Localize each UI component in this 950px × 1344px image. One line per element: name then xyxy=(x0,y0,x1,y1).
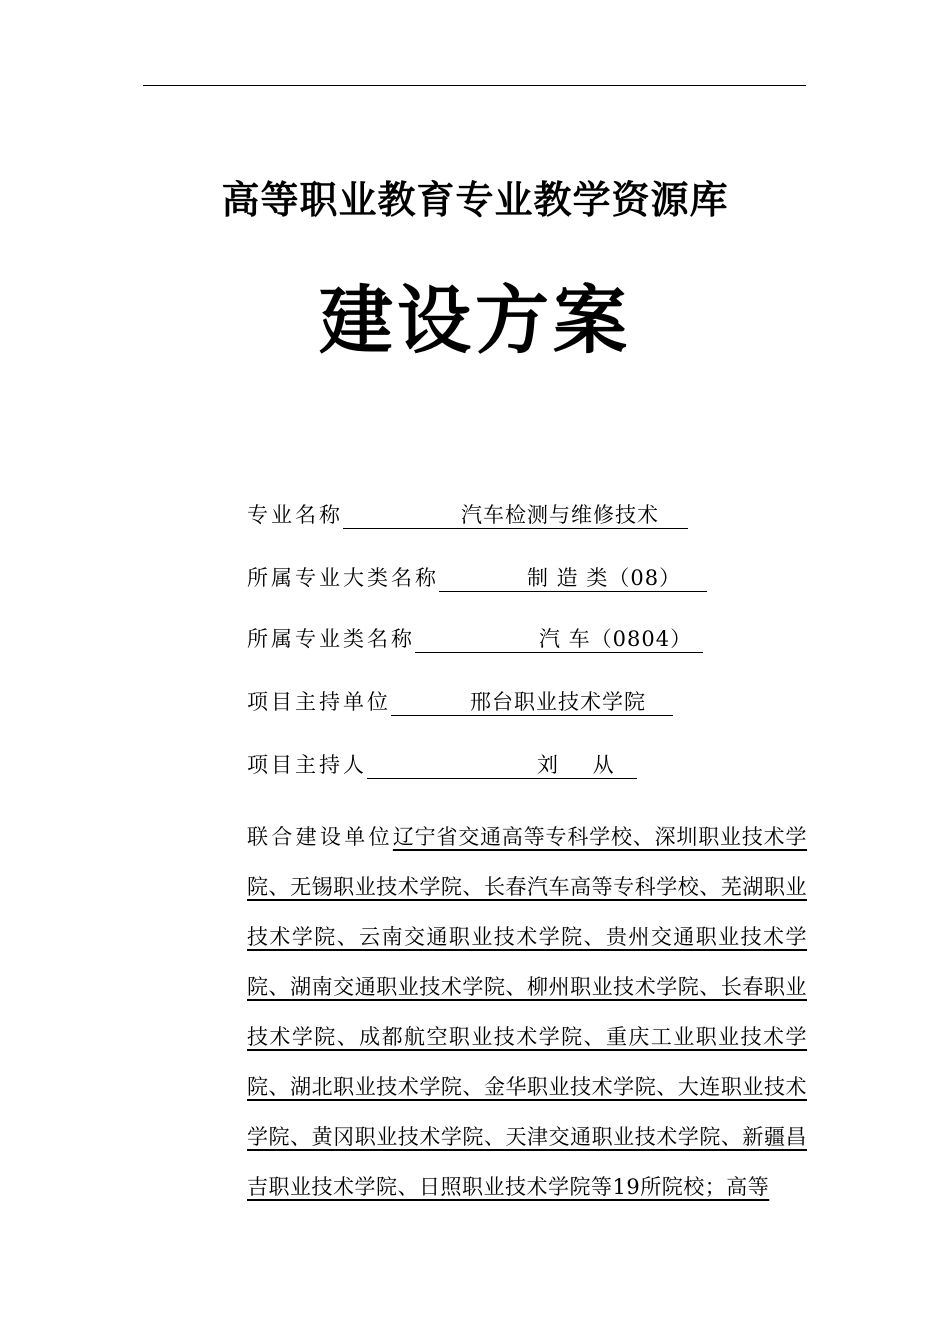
document-subtitle: 建设方案 xyxy=(319,278,631,364)
field-partners xyxy=(247,812,807,1212)
field-host-unit-value: 邢台职业技术学院 xyxy=(391,689,673,716)
field-partners-value: 辽宁省交通高等专科学校、深圳职业技术学院、无锡职业技术学院、长春汽车高等专科学校、芜湖职业技术学院、云南交通职业技术学院、贵州交通职业技术学院、湖南交通职业技术学院、柳州职业技术学院、长春职业技术学院、成都航空职业技术学院、重庆工业职业技术学院、湖北职业技术学院、金华职业技术学院、大连职业技术学院、黄冈职业技术学院、天津交通职业技术学院、新疆昌吉职业技术学院、日照职业技术学院等19所院校；高等 xyxy=(247,825,807,1199)
field-category xyxy=(247,622,703,656)
field-category-label: 所属专业类名称 xyxy=(247,627,415,651)
field-major xyxy=(247,498,688,532)
field-host-unit xyxy=(247,685,673,719)
field-category-value: 汽 车（0804） xyxy=(415,626,703,653)
field-category-group xyxy=(247,561,707,595)
document-title: 高等职业教育专业教学资源库 xyxy=(221,177,729,222)
field-host-person xyxy=(247,748,637,782)
field-category-group-label: 所属专业大类名称 xyxy=(247,566,439,590)
field-major-value: 汽车检测与维修技术 xyxy=(343,502,688,529)
field-host-unit-label: 项目主持单位 xyxy=(247,690,391,714)
field-host-person-value: 刘 从 xyxy=(367,752,637,779)
field-partners-label: 联合建设单位 xyxy=(247,825,393,849)
header-rule xyxy=(143,85,806,86)
field-major-label: 专业名称 xyxy=(247,503,343,527)
field-category-group-value: 制 造 类（08） xyxy=(439,565,707,592)
field-host-person-label: 项目主持人 xyxy=(247,753,367,777)
